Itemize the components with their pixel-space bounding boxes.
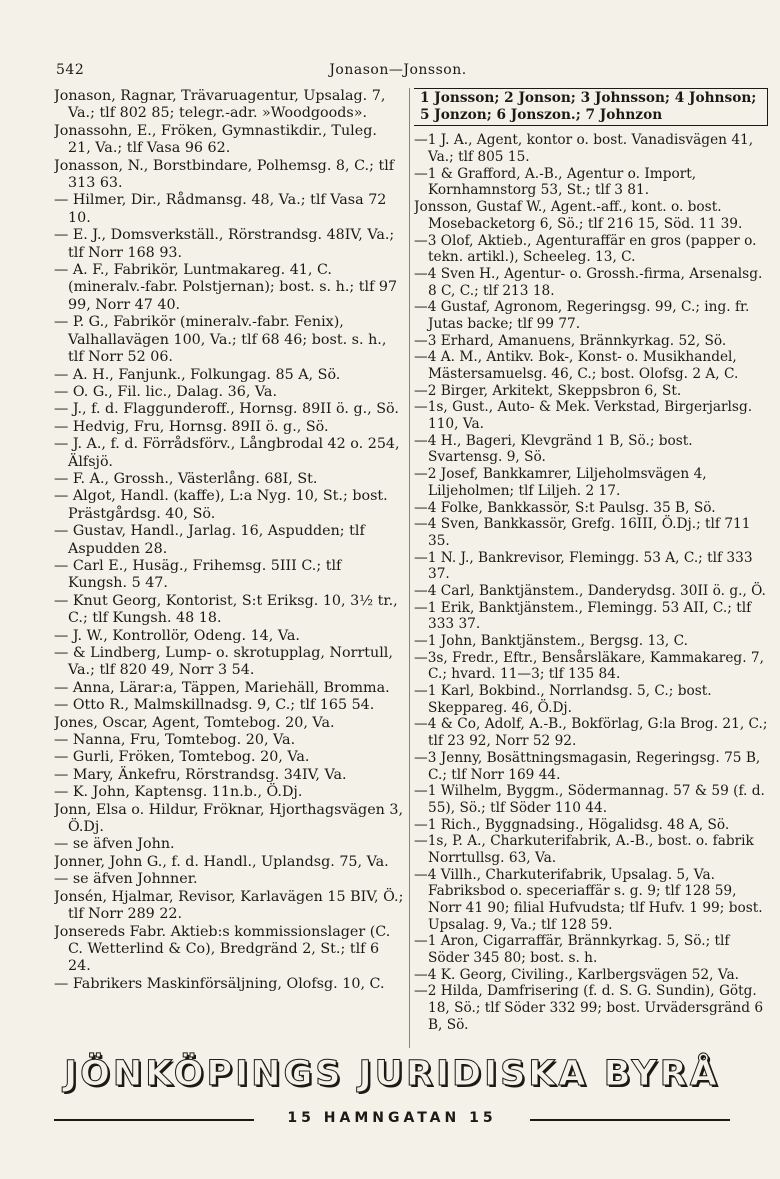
advertisement-banner bbox=[54, 1054, 730, 1144]
directory-entry: Jonsson, Gustaf W., Agent.-aff., kont. o. bost. Mosebacketorg 6, Sö.; tlf 216 15, Söd. 11 39. bbox=[414, 199, 743, 232]
directory-entry: — & Lindberg, Lump- o. skrotupplag, Norrtull, Va.; tlf 820 49, Norr 3 54. bbox=[54, 645, 393, 679]
right-column bbox=[414, 88, 768, 1034]
directory-entry: —1 & Grafford, A.-B., Agentur o. Import, Kornhamnstorg 53, St.; tlf 3 81. bbox=[414, 165, 697, 199]
directory-entry: Jones, Oscar, Agent, Tomtebog. 20, Va. bbox=[54, 714, 335, 731]
directory-entry: —4 Sven H., Agentur- o. Grossh.-firma, Arsenalsg. 8 C, C.; tlf 213 18. bbox=[414, 265, 763, 299]
left-column bbox=[54, 88, 404, 993]
directory-entry: — K. John, Kaptensg. 11n.b., Ö.Dj. bbox=[54, 784, 303, 801]
advertisement-address: 15 HAMNGATAN 15 bbox=[287, 1110, 497, 1126]
directory-entry: — A. F., Fabrikör, Luntmakareg. 41, C. (mineralv.-fabr. Polstjernan); bost. s. h.; tlf 97 99, Norr 47 40. bbox=[54, 262, 398, 313]
directory-entry: —1 John, Banktjänstem., Bergsg. 13, C. bbox=[414, 633, 688, 649]
directory-entry: —4 Gustaf, Agronom, Regeringsg. 99, C.; ing. fr. Jutas backe; tlf 99 77. bbox=[414, 299, 750, 332]
directory-entry: — J. W., Kontrollör, Odeng. 14, Va. bbox=[54, 627, 300, 644]
directory-entry: —4 H., Bageri, Klevgränd 1 B, Sö.; bost. Svartensg. 9, Sö. bbox=[414, 432, 693, 466]
advertisement-title: JÖNKÖPINGS JURIDISKA BYRÅ bbox=[64, 1054, 720, 1094]
directory-entry: —3 Jenny, Bosättningsmagasin, Regeringsg. 75 B, C.; tlf Norr 169 44. bbox=[414, 749, 761, 783]
directory-entry: — J. A., f. d. Förrådsförv., Långbrodal 42 o. 254, Älfsjö. bbox=[54, 436, 400, 470]
directory-entry: —4 & Co, Adolf, A.-B., Bokförlag, G:la Brog. 21, C.; tlf 23 92, Norr 52 92. bbox=[414, 716, 768, 750]
directory-entry: — E. J., Domsverkställ., Rörstrandsg. 48IV, Va.; tlf Norr 168 93. bbox=[54, 227, 395, 261]
directory-entry: —1 N. J., Bankrevisor, Flemingg. 53 A, C.; tlf 333 37. bbox=[414, 549, 753, 583]
directory-entry: — Otto R., Malmskillnadsg. 9, C.; tlf 165 54. bbox=[54, 697, 375, 714]
directory-entry: Jonner, John G., f. d. Handl., Uplandsg. 75, Va. bbox=[54, 853, 389, 870]
directory-entry: Jonn, Elsa o. Hildur, Fröknar, Hjorthagsvägen 3, Ö.Dj. bbox=[54, 801, 404, 836]
directory-entry: — Fabrikers Maskinförsäljning, Olofsg. 10, C. bbox=[54, 975, 385, 992]
directory-entry: — Knut Georg, Kontorist, S:t Eriksg. 10, 3½ tr., C.; tlf Kungsh. 48 18. bbox=[54, 592, 398, 627]
directory-entry: — Algot, Handl. (kaffe), L:a Nyg. 10, St.; bost. Prästgårdsg. 40, Sö. bbox=[54, 488, 388, 522]
directory-entry: —1 Aron, Cigarraffär, Brännkyrkag. 5, Sö.; tlf Söder 345 80; bost. s. h. bbox=[414, 933, 730, 967]
directory-entry: — Nanna, Fru, Tomtebog. 20, Va. bbox=[54, 732, 296, 749]
directory-entry: —3 Olof, Aktieb., Agenturaffär en gros (papper o. tekn. artikl.), Scheeleg. 13, C. bbox=[414, 232, 757, 266]
directory-entry: — Carl E., Husäg., Frihemsg. 5III C.; tlf Kungsh. 5 47. bbox=[54, 557, 342, 592]
directory-entry: — Anna, Lärar:a, Täppen, Mariehäll, Bromma. bbox=[54, 679, 390, 696]
directory-entry: —4 Carl, Banktjänstem., Danderydsg. 30II ö. g., Ö. bbox=[414, 582, 766, 599]
directory-entry: Jonassohn, E., Fröken, Gymnastikdir., Tuleg. 21, Va.; tlf Vasa 96 62. bbox=[54, 122, 377, 157]
directory-entry: —3 Erhard, Amanuens, Brännkyrkag. 52, Sö. bbox=[414, 332, 727, 349]
name-variants-box: 1 Jonsson; 2 Jonson; 3 Johnsson; 4 Johnson; 5 Jonzon; 6 Jonszon.; 7 Johnzon bbox=[414, 88, 768, 126]
directory-entry: — se äfven John. bbox=[54, 836, 175, 853]
advertisement-rule-right bbox=[530, 1119, 730, 1121]
directory-entry: Jonason, Ragnar, Trävaruagentur, Upsalag. 7, Va.; tlf 802 85; telegr.-adr. »Woodgoods». bbox=[54, 88, 386, 122]
directory-entry: —4 A. M., Antikv. Bok-, Konst- o. Musikhandel, Mästersamuelsg. 46, C.; bost. Olofsg. 2 A, C. bbox=[414, 349, 739, 382]
directory-entry: — Hedvig, Fru, Hornsg. 89II ö. g., Sö. bbox=[54, 418, 329, 435]
page-header bbox=[56, 62, 740, 84]
directory-entry: — se äfven Johnner. bbox=[54, 871, 198, 888]
directory-entry: —1s, Gust., Auto- & Mek. Verkstad, Birgerjarlsg. 110, Va. bbox=[414, 399, 753, 433]
directory-entry: —4 Sven, Bankkassör, Grefg. 16III, Ö.Dj.; tlf 711 35. bbox=[414, 516, 751, 549]
directory-entry: —2 Hilda, Damfrisering (f. d. S. G. Sundin), Götg. 18, Sö.; tlf Söder 332 99; bost. Urvädersgränd 6 B, Sö. bbox=[414, 983, 764, 1033]
directory-entry: —1 J. A., Agent, kontor o. bost. Vanadisvägen 41, Va.; tlf 805 15. bbox=[414, 132, 754, 166]
directory-columns bbox=[54, 88, 770, 1048]
directory-entry: —4 K. Georg, Civiling., Karlbergsvägen 52, Va. bbox=[414, 966, 739, 983]
running-head: Jonason—Jonsson. bbox=[329, 62, 467, 78]
directory-entry: Jonasson, N., Borstbindare, Polhemsg. 8, C.; tlf 313 63. bbox=[54, 157, 395, 192]
directory-entry: Jonsén, Hjalmar, Revisor, Karlavägen 15 BIV, Ö.; tlf Norr 289 22. bbox=[54, 888, 404, 923]
directory-entry: —4 Folke, Bankkassör, S:t Paulsg. 35 B, Sö. bbox=[414, 499, 716, 516]
directory-entry: —4 Villh., Charkuterifabrik, Upsalag. 5, Va. Fabriksbod o. speceriaffär s. g. 9; tlf 128 59, Norr 41 90; filial Hufvudsta; tlf Hufv. 1 99; bost. Upsalag. 9, Va.; tlf 128 59. bbox=[414, 866, 763, 933]
directory-entry: — Gustav, Handl., Jarlag. 16, Aspudden; tlf Aspudden 28. bbox=[54, 523, 365, 557]
directory-entry: —2 Birger, Arkitekt, Skeppsbron 6, St. bbox=[414, 382, 682, 399]
directory-entry: —2 Josef, Bankkamrer, Liljeholmsvägen 4, Liljeholmen; tlf Liljeh. 2 17. bbox=[414, 466, 707, 499]
directory-entry: —1 Wilhelm, Byggm., Södermannag. 57 & 59 (f. d. 55), Sö.; tlf Söder 110 44. bbox=[414, 783, 765, 816]
directory-entry: —1 Karl, Bokbind., Norrlandsg. 5, C.; bost. Skeppareg. 46, Ö.Dj. bbox=[414, 683, 712, 716]
directory-entry: — Hilmer, Dir., Rådmansg. 48, Va.; tlf Vasa 72 10. bbox=[54, 192, 387, 226]
directory-entry: Jonsereds Fabr. Aktieb:s kommissionslager (C. C. Wetterlind & Co), Bredgränd 2, St.; tlf 6 24. bbox=[54, 923, 391, 975]
directory-entry: —1s, P. A., Charkuterifabrik, A.-B., bost. o. fabrik Norrtullsg. 63, Va. bbox=[414, 833, 754, 866]
directory-entry: —1 Rich., Byggnadsing., Högalidsg. 48 A, Sö. bbox=[414, 816, 730, 833]
directory-entry: — P. G., Fabrikör (mineralv.-fabr. Fenix), Valhallavägen 100, Va.; tlf 68 46; bost. s. h., tlf Norr 52 06. bbox=[54, 314, 387, 366]
directory-entry: —1 Erik, Banktjänstem., Flemingg. 53 AII, C.; tlf 333 37. bbox=[414, 599, 752, 633]
directory-entry: — J., f. d. Flaggunderoff., Hornsg. 89II ö. g., Sö. bbox=[54, 401, 399, 418]
directory-entry: — F. A., Grossh., Västerlång. 68I, St. bbox=[54, 470, 318, 487]
directory-entry: —3s, Fredr., Eftr., Bensårsläkare, Kammakareg. 7, C.; hvard. 11—3; tlf 135 84. bbox=[414, 649, 764, 683]
directory-entry: — O. G., Fil. lic., Dalag. 36, Va. bbox=[54, 383, 277, 400]
directory-entry: — Mary, Änkefru, Rörstrandsg. 34IV, Va. bbox=[54, 766, 347, 783]
directory-entry: — Gurli, Fröken, Tomtebog. 20, Va. bbox=[54, 749, 310, 766]
page-number: 542 bbox=[56, 62, 85, 78]
column-divider bbox=[409, 88, 410, 1048]
directory-entry: — A. H., Fanjunk., Folkungag. 85 A, Sö. bbox=[54, 366, 341, 383]
